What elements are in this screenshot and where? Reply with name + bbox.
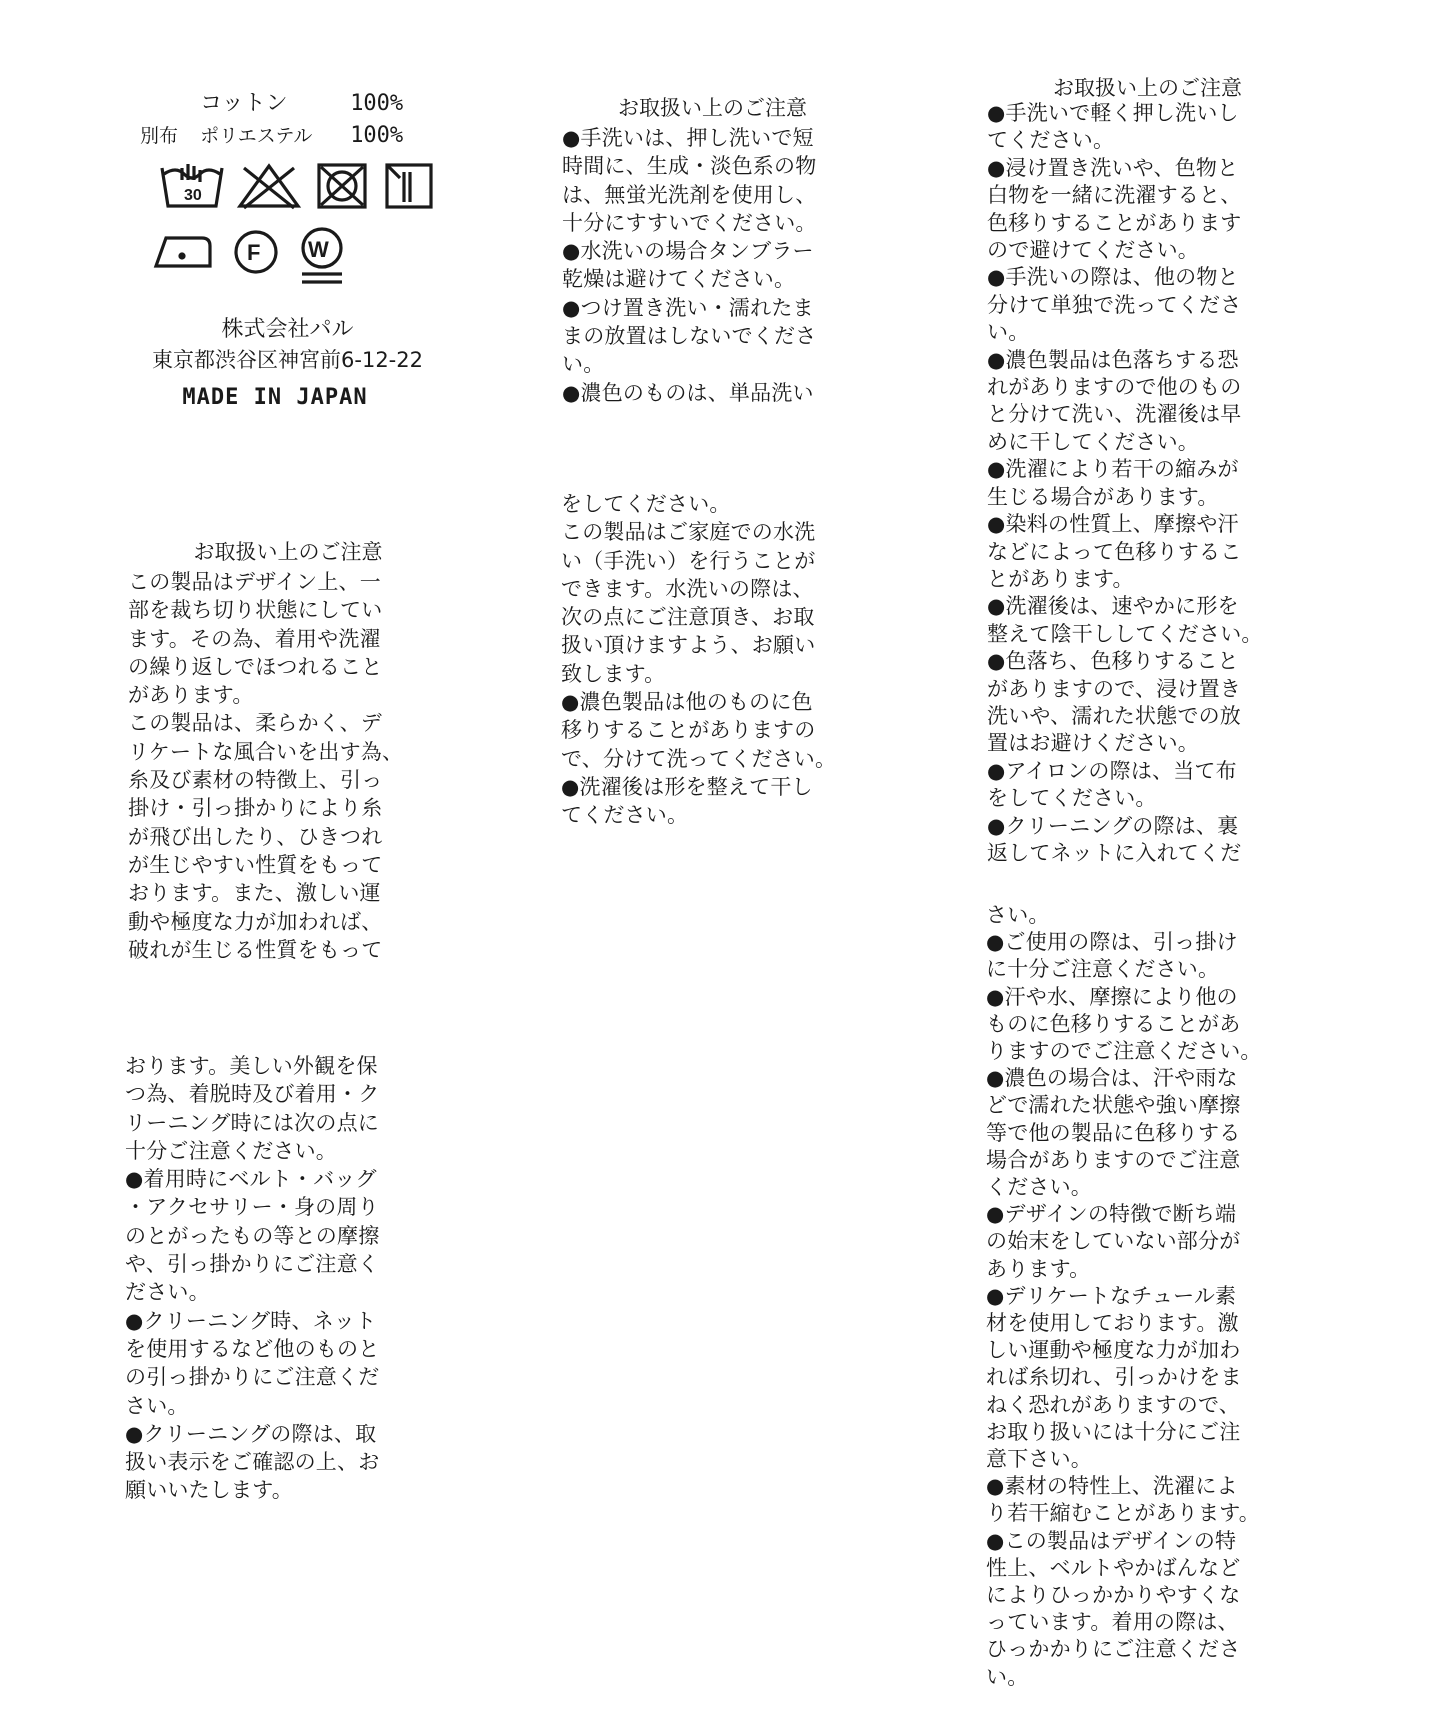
wet-clean-w-icon [296,226,348,288]
composition-part: 別布 [140,125,179,147]
care-label-notes-1-cont [115,1040,463,1580]
country-of-origin: MADE IN JAPAN [182,385,368,410]
care-label-notes-3-cont [972,898,1330,1698]
no-bleach-icon [238,162,300,210]
care-label-notes-2 [540,82,890,437]
composition-material: コットン [200,91,288,116]
wash-temp-text: 30 [184,187,202,204]
no-tumble-dry-icon [316,162,368,210]
line-dry-shade-icon [384,162,434,210]
care-notes-text: ●手洗いで軽く押し洗いし てください。 ●浸け置き洗いや、色物と 白物を一緒に洗濯すると、 色移りすることがあります ので避けてください。 ●手洗いの際は、他の物と 分けて単独で洗ってくださ い。 ●濃色製品は色落ちする恐 れがありますので他のもの と分けて洗い、洗濯後は早 めに干してください。 ●洗濯により若干の縮みが 生じる場合があります。 ●染料の性質上、摩擦や汗 などによって色移りするこ とがあります。 ●洗濯後は、速やかに形を 整えて陰干ししてください。 ●色落ち、色移りすること がありますので、浸け置き 洗いや、濡れた状態での放 置はお避けください。 ●アイロンの際は、当て布 をしてください。 ●クリーニングの際は、裏 返してネットに入れてくだ [987,101,1263,865]
composition-percent: 100% [350,91,404,116]
dry-clean-text: F [247,240,261,265]
care-label-notes-3 [975,62,1330,865]
iron-low-icon [152,230,214,270]
care-label-composition [110,80,460,420]
care-label-notes-2-cont [545,482,895,854]
maker-name: 株式会社パル [221,317,354,342]
composition-percent: 100% [350,123,404,148]
care-notes-text: ●手洗いは、押し洗いで短 時間に、生成・淡色系の物 は、無蛍光洗剤を使用し、 十分にすすいでください。 ●水洗いの場合タンブラー 乾燥は避けてください。 ●つけ置き洗い・濡れたま まの放置はしないでくださ い。 ●濃色のものは、単品洗い [562,126,817,405]
wet-clean-text: W [308,237,329,262]
care-heading: お取扱い上のご注意 [1053,76,1242,100]
care-label-notes-1 [118,528,463,993]
maker-address: 東京都渋谷区神宮前6-12-22 [152,348,423,372]
dry-clean-f-icon [232,228,280,276]
care-notes-text: をしてください。 この製品はご家庭での水洗 い（手洗い）を行うことが できます。水洗いの際は、 次の点にご注意頂き、お取 扱い頂けますよう、お願い 致します。 ●濃色製品は他のものに色 移りすることがありますの で、分けて洗ってください。 ●洗濯後は形を整えて干し てください。 [561,492,837,828]
composition-row-1 [140,88,460,120]
composition-material: ポリエステル [200,125,313,147]
care-notes-text: おります。美しい外観を保 つ為、着脱時及び着用・ク リーニング時には次の点に 十分ご注意ください。 ●着用時にベルト・バッグ ・アクセサリー・身の周り のとがったもの等との摩擦 や、引っ掛かりにご注意く ださい。 ●クリーニング時、ネット を使用するなど他のものと の引っ掛かりにご注意くだ さい。 ●クリーニングの際は、取 扱い表示をご確認の上、お 願いいたします。 [125,1054,380,1503]
care-notes-text: この製品はデザイン上、一 部を裁ち切り状態にしてい ます。その為、着用や洗濯 の繰り返しでほつれること があります。 この製品は、柔らかく、デ リケートな風合いを出す為、 糸及び素材の特徴上、引っ 掛け・引っ掛かりにより糸 が飛び出したり、ひきつれ が生じやすい性質をもって おります。また、激しい運 動や極度な力が加われば、 破れが生じる性質をもって [128,570,404,962]
care-notes-text: さい。 ●ご使用の際は、引っ掛け に十分ご注意ください。 ●汗や水、摩擦により他の ものに色移りすることがあ りますのでご注意ください。 ●濃色の場合は、汗や雨な どで濡れた状態や強い摩擦 等で他の製品に色移りする 場合がありますのでご注意 ください。 ●デザインの特徴で断ち端 の始末をしていない部分が あります。 ●デリケートなチュール素 材を使用しております。激 しい運動や極度な力が加わ れば糸切れ、引っかけをま ねく恐れがありますので、 お取り扱いには十分にご注 意下さい。 ●素材の特性上、洗濯によ り若干縮むことがあります。 ●この製品はデザインの特 性上、ベルトやかばんなど によりひっかかりやすくな っています。着用の際は、 ひっかかりにご注意くださ い。 [986,903,1262,1689]
hand-wash-30-icon [160,162,224,210]
care-heading: お取扱い上のご注意 [193,540,383,564]
composition-row-2 [140,120,460,152]
care-heading: お取扱い上のご注意 [618,96,807,120]
